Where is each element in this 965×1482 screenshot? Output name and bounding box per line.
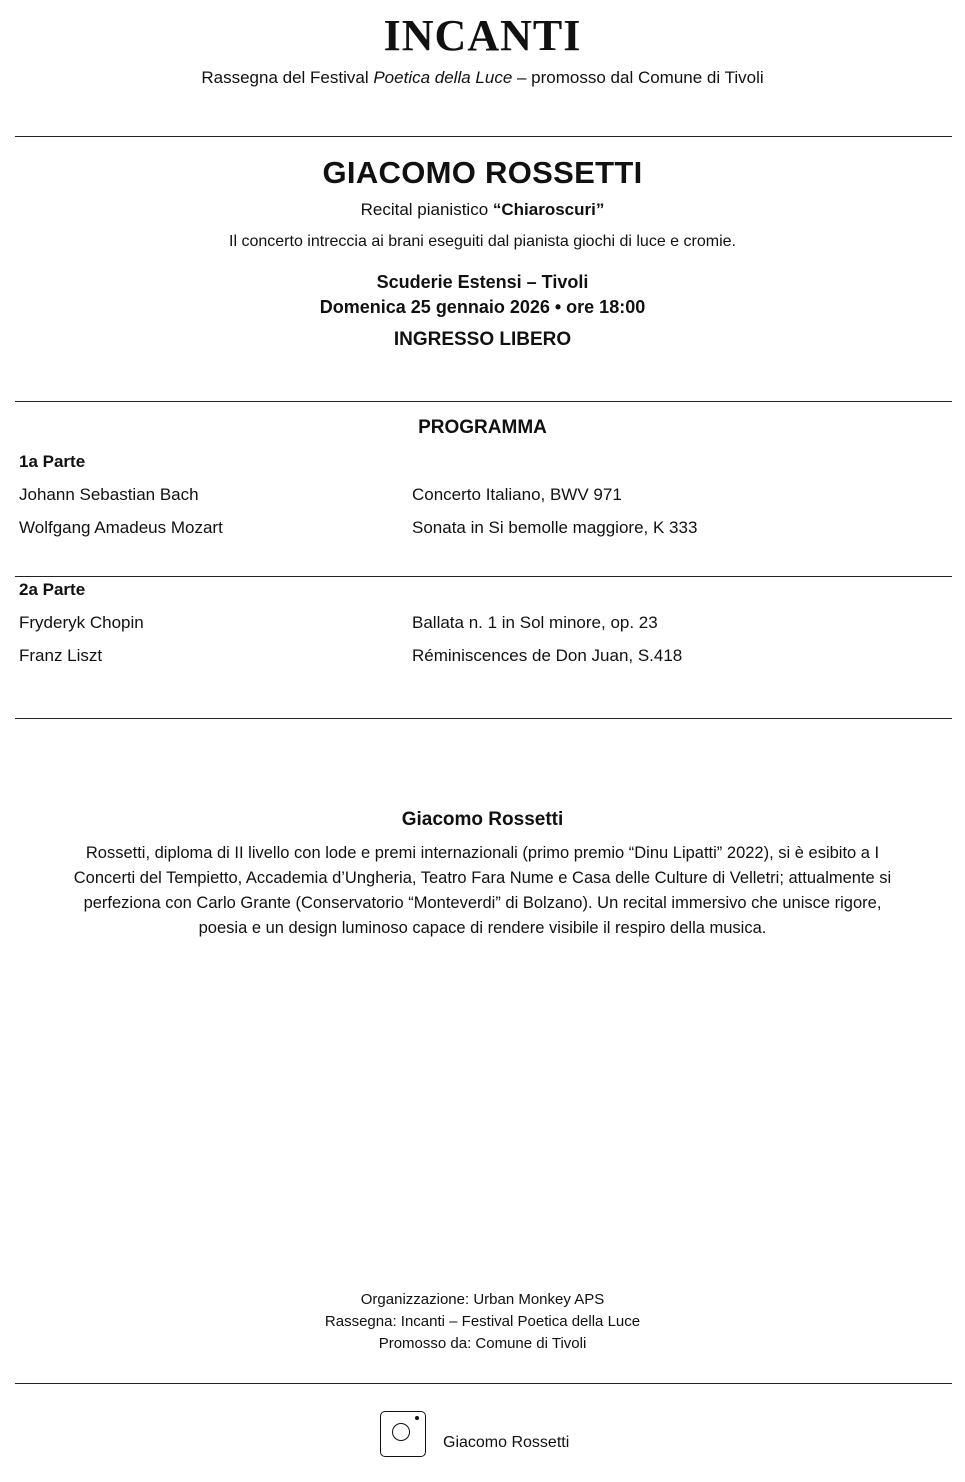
credit-series: Rassegna: Incanti – Festival Poetica della Luce [324, 1313, 641, 1330]
instagram-dot [415, 1416, 419, 1420]
divider-parts [15, 576, 952, 577]
work-title: Sonata in Si bemolle maggiore, K 333 [412, 518, 698, 537]
part-title-1: 1a Parte [19, 452, 86, 471]
brand-subtitle [0, 68, 965, 88]
subtitle-post: – promosso dal Comune di Tivoli [512, 68, 764, 87]
composer-name: Wolfgang Amadeus Mozart [19, 518, 223, 537]
divider-bio [15, 718, 952, 719]
work-title: Réminiscences de Don Juan, S.418 [412, 646, 683, 665]
event-description: Il concerto intreccia ai brani eseguiti dal pianista giochi di luce e cromie. [229, 233, 736, 250]
composer-name: Johann Sebastian Bach [19, 485, 199, 504]
composer-name: Fryderyk Chopin [19, 613, 144, 632]
instagram-icon[interactable] [380, 1411, 426, 1457]
work-title: Concerto Italiano, BWV 971 [412, 485, 622, 504]
divider-footer [15, 1383, 952, 1384]
instagram-lens [392, 1423, 410, 1441]
composer-name: Franz Liszt [19, 646, 103, 665]
work-title: Ballata n. 1 in Sol minore, op. 23 [412, 613, 658, 632]
instagram-handle[interactable]: Giacomo Rossetti [443, 1434, 570, 1451]
recital-label: Recital pianistico [360, 200, 493, 219]
credit-promoted: Promosso da: Comune di Tivoli [378, 1335, 587, 1352]
event-venue: Scuderie Estensi – Tivoli [376, 272, 589, 292]
event-date: Domenica 25 gennaio 2026 • ore 18:00 [319, 297, 646, 317]
recital-line [0, 200, 965, 220]
entry-badge: INGRESSO LIBERO [393, 329, 572, 350]
subtitle-pre: Rassegna del Festival [201, 68, 374, 87]
recital-title: “Chiaroscuri” [492, 200, 605, 219]
brand-title: INCANTI [383, 11, 582, 60]
part-title-2: 2a Parte [19, 580, 86, 599]
festival-name: Poetica della Luce [373, 68, 513, 87]
bio-text: Rossetti, diploma di II livello con lode e premi internazionali (primo premio “Dinu Lipatti” 2022), si è esibito a I Concerti del Tempietto, Accademia d’Ungheria, Teatro Fara Nume e Casa delle Culture di Velletri; attualmente si perfeziona con Carlo Grante (Conservatorio “Monteverdi” di Bolzano). Un recital immersivo che unisce rigore, poesia e un design luminoso capace di rendere visibile il respiro della musica. [73, 844, 892, 937]
program-title: PROGRAMMA [418, 417, 547, 438]
artist-name: GIACOMO ROSSETTI [322, 155, 643, 190]
credit-organization: Organizzazione: Urban Monkey APS [360, 1291, 605, 1308]
divider-program [15, 401, 952, 402]
divider-top [15, 136, 952, 137]
bio-title: Giacomo Rossetti [401, 809, 564, 830]
